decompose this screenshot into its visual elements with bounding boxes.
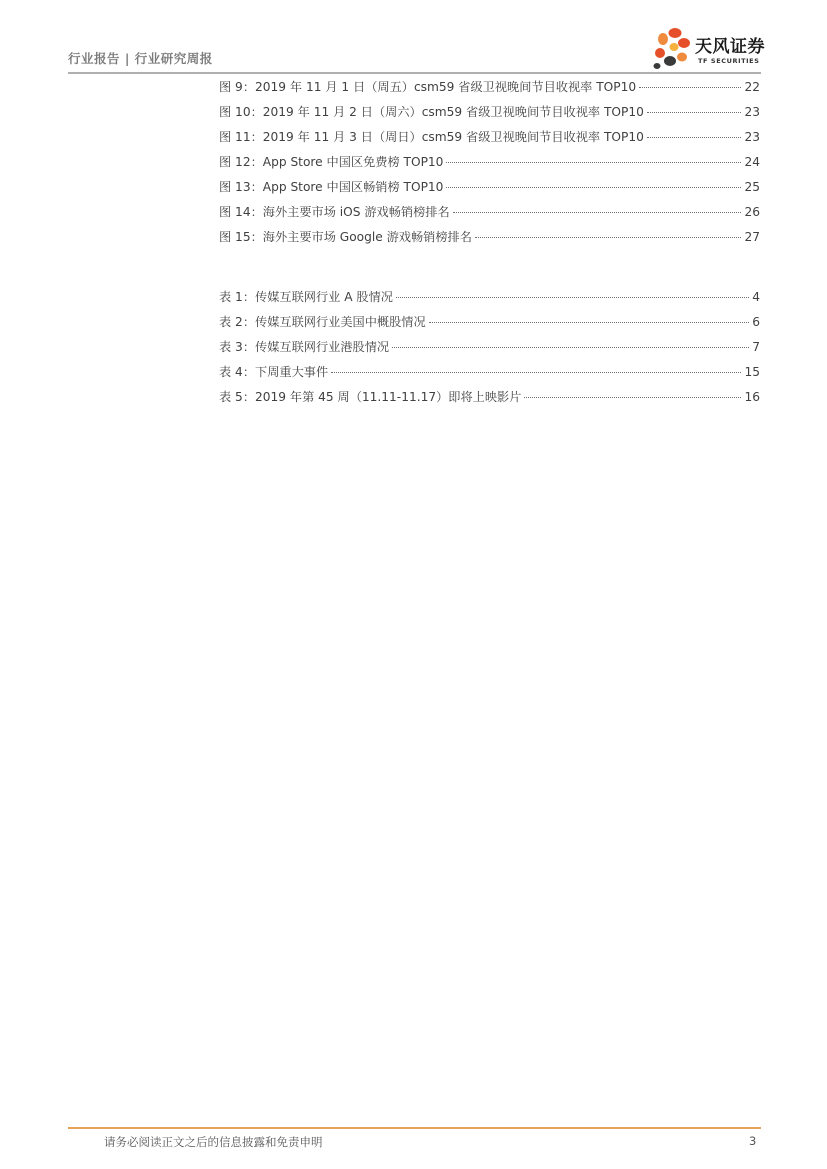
toc-entry-page: 7: [752, 340, 760, 354]
toc-entry-label: 图 9：2019 年 11 月 1 日（周五）csm59 省级卫视晚间节目收视率 TOP10: [219, 80, 637, 94]
toc-entry[interactable]: [219, 285, 760, 310]
toc-leader: [331, 372, 741, 373]
toc-leader: [524, 397, 741, 398]
toc-entry[interactable]: [219, 75, 760, 100]
toc-entry-page: 15: [744, 365, 760, 379]
toc-entry-page: 25: [744, 180, 760, 194]
toc-leader: [475, 237, 742, 238]
toc-entry-label: 表 5：2019 年第 45 周（11.11-11.17）即将上映影片: [219, 390, 522, 404]
logo-name-cn: 天风证券: [695, 37, 765, 57]
toc-leader: [446, 187, 741, 188]
footer-divider: [68, 1127, 761, 1129]
toc-entry[interactable]: [219, 335, 760, 360]
logo-mark-icon: [648, 25, 696, 71]
toc-entry-label: 表 2：传媒互联网行业美国中概股情况: [219, 315, 426, 329]
logo-name-en: TF SECURITIES: [698, 57, 760, 65]
toc-entry[interactable]: [219, 200, 760, 225]
toc-entry[interactable]: [219, 225, 760, 250]
toc-leader: [396, 297, 749, 298]
toc-entry-page: 4: [752, 290, 760, 304]
toc-entry-label: 表 1：传媒互联网行业 A 股情况: [219, 290, 393, 304]
toc-entry-label: 表 4：下周重大事件: [219, 365, 329, 379]
toc-entry[interactable]: [219, 310, 760, 335]
toc-entry-label: 图 14：海外主要市场 iOS 游戏畅销榜排名: [219, 205, 450, 219]
toc-leader: [647, 112, 742, 113]
toc-entry-label: 图 10：2019 年 11 月 2 日（周六）csm59 省级卫视晚间节目收视率 TOP10: [219, 105, 644, 119]
toc-entry-page: 27: [744, 230, 760, 244]
toc-leader: [446, 162, 741, 163]
toc-leader: [453, 212, 742, 213]
toc-entry-page: 24: [744, 155, 760, 169]
toc-entry-page: 23: [744, 105, 760, 119]
toc-entry[interactable]: [219, 100, 760, 125]
toc-leader: [429, 322, 750, 323]
toc-leader: [639, 87, 741, 88]
toc-entry-page: 23: [744, 130, 760, 144]
toc-entry[interactable]: [219, 360, 760, 385]
toc-entry-label: 图 15：海外主要市场 Google 游戏畅销榜排名: [219, 230, 472, 244]
toc-entry-page: 26: [744, 205, 760, 219]
toc-entry-label: 图 13：App Store 中国区畅销榜 TOP10: [219, 180, 444, 194]
toc-entry-label: 表 3：传媒互联网行业港股情况: [219, 340, 390, 354]
toc-entry[interactable]: [219, 175, 760, 200]
toc-entry-page: 22: [744, 80, 760, 94]
toc-entry[interactable]: [219, 125, 760, 150]
toc-entry-page: 6: [752, 315, 760, 329]
toc-entry[interactable]: [219, 385, 760, 410]
header-divider: [68, 72, 761, 74]
toc-leader: [647, 137, 742, 138]
tf-securities-logo: [648, 25, 768, 71]
toc-leader: [392, 347, 749, 348]
toc-entry-page: 16: [744, 390, 760, 404]
report-breadcrumb: 行业报告 | 行业研究周报: [68, 51, 213, 66]
toc-entry-label: 图 11：2019 年 11 月 3 日（周日）csm59 省级卫视晚间节目收视率 TOP10: [219, 130, 644, 144]
figures-toc: [219, 75, 760, 250]
page-number: 3: [749, 1134, 757, 1148]
footer-disclaimer: 请务必阅读正文之后的信息披露和免责申明: [104, 1135, 323, 1149]
tables-toc: [219, 285, 760, 410]
toc-entry-label: 图 12：App Store 中国区免费榜 TOP10: [219, 155, 444, 169]
toc-entry[interactable]: [219, 150, 760, 175]
